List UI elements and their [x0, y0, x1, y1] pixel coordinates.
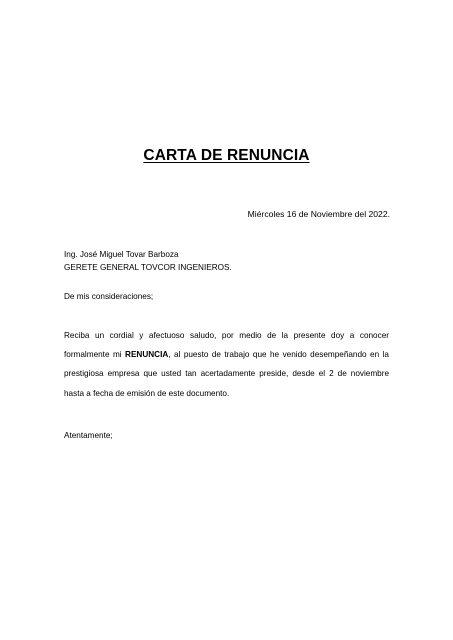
- letter-date: Miércoles 16 de Noviembre del 2022.: [247, 209, 390, 219]
- letter-body: [64, 326, 389, 403]
- letter-body-part2: , al puesto de trabajo que he venido desempeñando en la prestigiosa empresa que usted tan acertadamente preside, desde el 2 de noviembre hasta a fecha de emisión de este documento.: [64, 350, 389, 398]
- letter-title: CARTA DE RENUNCIA: [143, 147, 310, 164]
- letter-greeting: De mis consideraciones;: [64, 292, 154, 301]
- letter-body-emphasis: RENUNCIA: [125, 350, 169, 360]
- recipient-block: [64, 248, 232, 274]
- letter-closing: Atentamente;: [64, 431, 113, 440]
- recipient-position: GERETE GENERAL TOVCOR INGENIEROS.: [64, 263, 232, 272]
- letter-body-part1: Reciba un cordial y afectuoso saludo, por medio de la presente doy a conocer formalmente mi: [64, 331, 389, 360]
- recipient-name: Ing. José Miguel Tovar Barboza: [64, 250, 179, 259]
